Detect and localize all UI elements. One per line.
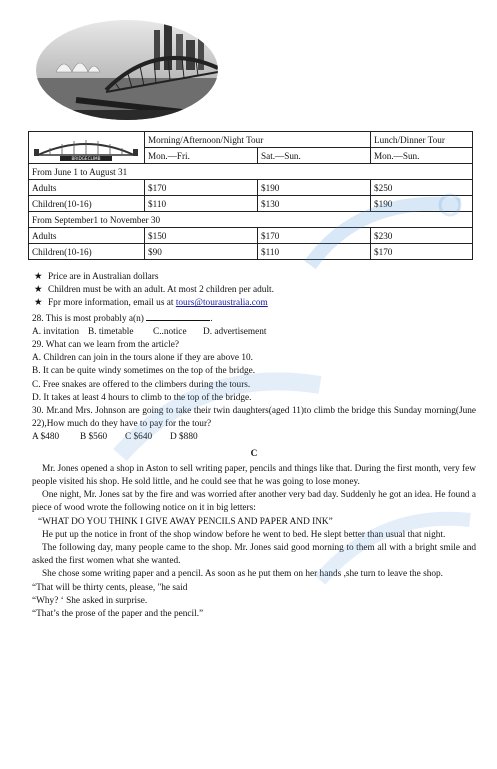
price-cell: $110 [258,244,371,260]
question-28: 28. This is most probably a(n) . [32,311,476,326]
passage-dialogue: “Why? ‘ She asked in surprise. [32,595,148,606]
price-cell: $250 [371,180,473,196]
passage-dialogue: “That will be thirty cents, please, "he said [32,582,188,593]
price-cell: $190 [371,196,473,212]
header-meal-tour: Lunch/Dinner Tour [371,132,473,148]
question-28-options [32,326,476,339]
question-29: 29. What can we learn from the article? [32,340,179,351]
star-icon: ★ [34,298,43,309]
option: D. It takes at least 4 hours to climb to the top of the bridge. [32,392,252,403]
option: B. timetable [88,326,134,337]
option: C $640 [125,432,153,443]
note-children: ★ Children must be with an adult. At most 2 children per adult. [32,284,476,297]
header-day-tour: Morning/Afternoon/Night Tour [145,132,371,148]
option: A $480 [32,432,60,443]
table-row [29,244,473,260]
svg-text:BRIDGECLIMB: BRIDGECLIMB [71,155,101,161]
price-cell: $170 [258,228,371,244]
passage-dialogue: “That’s the prose of the paper and the pencil.” [32,609,204,620]
option: C. Free snakes are offered to the climbers during the tours. [32,379,251,390]
header-weekend: Sat.—Sun. [258,148,371,164]
note-price: ★ Price are in Australian dollars [32,271,476,284]
table-row [29,228,473,244]
period-label: From September1 to November 30 [29,212,473,228]
price-cell: $170 [371,244,473,260]
ticket-type: Adults [29,180,145,196]
bridgeclimb-logo-cell [29,132,145,164]
star-icon: ★ [34,285,43,296]
price-cell: $90 [145,244,258,260]
price-cell: $230 [371,228,473,244]
email-link[interactable]: tours@touraustralia.com [175,298,268,309]
answer-blank [146,311,210,321]
question-30: 30. Mr.and Mrs. Johnson are going to take their twin daughters(aged 11)to climb the bridge this Sunday morning(June 22),How much do they have to pay for the tour? [32,406,476,430]
period-label: From June 1 to August 31 [29,164,473,180]
header-meal-days: Mon.—Sun. [371,148,473,164]
option: C..notice [153,326,187,337]
passage-notice: “WHAT DO YOU THINK I GIVE AWAY PENCILS AND PAPER AND INK” [38,516,333,527]
price-cell: $130 [258,196,371,212]
option: D. advertisement [203,326,267,337]
passage-paragraph: She chose some writing paper and a pencil. As soon as he put them on her hands ,she turn to leave the shop. [42,569,443,580]
price-table [28,131,473,260]
ticket-type: Adults [29,228,145,244]
note-email: ★ Fpr more information, email us at tours@touraustralia.com [32,297,476,310]
header-weekday: Mon.—Fri. [145,148,258,164]
option: A. Children can join in the tours alone if they are above 10. [32,353,253,364]
passage-paragraph: The following day, many people came to the shop. Mr. Jones said good morning to them all with a bright smile and asked the first women what she wanted. [32,543,476,567]
ticket-type: Children(10-16) [29,244,145,260]
option: B. It can be quite windy sometimes on the top of the bridge. [32,366,256,377]
passage-paragraph: One night, Mr. Jones sat by the fire and was worried after another very bad day. Suddenly he got an idea. He found a piece of wood wrote the following notice on it in big letters: [32,490,476,514]
price-cell: $170 [145,180,258,196]
price-cell: $150 [145,228,258,244]
table-row [29,196,473,212]
section-heading: C [250,448,258,459]
passage-paragraph: He put up the notice in front of the shop window before he went to bed. He slept better than usual that night. [42,529,446,540]
star-icon: ★ [34,272,43,282]
passage-paragraph: Mr. Jones opened a shop in Aston to sell writing paper, pencils and things like that. During the first month, very few people visited his shop. He sold little, and he could see that he was going to lose money. [32,463,476,488]
option: D $880 [170,432,198,443]
option: A. invitation [32,326,79,337]
ticket-type: Children(10-16) [29,196,145,212]
bridge-photo [36,20,218,120]
option: B $560 [80,432,108,443]
question-30-options [32,431,476,444]
document-body [32,271,476,621]
price-cell: $190 [258,180,371,196]
bridgeclimb-logo [30,135,142,161]
price-cell: $110 [145,196,258,212]
table-row [29,180,473,196]
